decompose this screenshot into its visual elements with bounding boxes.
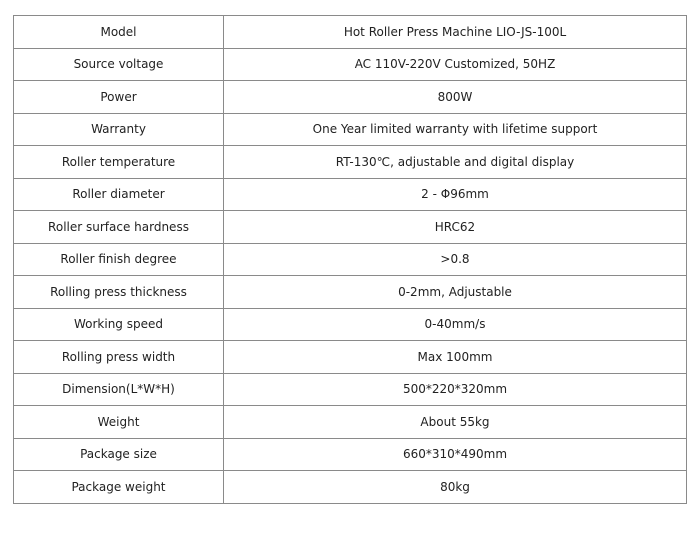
spec-value: 800W xyxy=(224,81,687,114)
spec-value: 80kg xyxy=(224,471,687,504)
spec-value: 660*310*490mm xyxy=(224,438,687,471)
spec-label: Roller surface hardness xyxy=(14,211,224,244)
spec-value: Hot Roller Press Machine LIO-JS-100L xyxy=(224,16,687,49)
spec-label: Warranty xyxy=(14,113,224,146)
table-row xyxy=(14,276,687,309)
spec-label: Rolling press thickness xyxy=(14,276,224,309)
spec-label: Roller finish degree xyxy=(14,243,224,276)
spec-label: Source voltage xyxy=(14,48,224,81)
spec-label: Weight xyxy=(14,406,224,439)
table-row xyxy=(14,16,687,49)
spec-label: Package weight xyxy=(14,471,224,504)
spec-label: Roller diameter xyxy=(14,178,224,211)
table-row xyxy=(14,341,687,374)
table-row xyxy=(14,471,687,504)
spec-value: One Year limited warranty with lifetime support xyxy=(224,113,687,146)
spec-value: 0-2mm, Adjustable xyxy=(224,276,687,309)
table-row xyxy=(14,146,687,179)
table-row xyxy=(14,308,687,341)
spec-value: AC 110V-220V Customized, 50HZ xyxy=(224,48,687,81)
table-row xyxy=(14,113,687,146)
table-row xyxy=(14,373,687,406)
spec-value: 0-40mm/s xyxy=(224,308,687,341)
spec-table-body xyxy=(14,16,687,504)
spec-table xyxy=(13,15,687,504)
table-row xyxy=(14,438,687,471)
spec-value: Max 100mm xyxy=(224,341,687,374)
spec-label: Dimension(L*W*H) xyxy=(14,373,224,406)
spec-value: >0.8 xyxy=(224,243,687,276)
table-row xyxy=(14,406,687,439)
spec-value: HRC62 xyxy=(224,211,687,244)
spec-value: About 55kg xyxy=(224,406,687,439)
spec-value: RT-130℃, adjustable and digital display xyxy=(224,146,687,179)
spec-value: 2 - Φ96mm xyxy=(224,178,687,211)
spec-label: Model xyxy=(14,16,224,49)
table-row xyxy=(14,178,687,211)
table-row xyxy=(14,48,687,81)
spec-label: Roller temperature xyxy=(14,146,224,179)
spec-label: Rolling press width xyxy=(14,341,224,374)
table-row xyxy=(14,211,687,244)
spec-label: Working speed xyxy=(14,308,224,341)
table-row xyxy=(14,243,687,276)
spec-label: Power xyxy=(14,81,224,114)
spec-value: 500*220*320mm xyxy=(224,373,687,406)
table-row xyxy=(14,81,687,114)
spec-label: Package size xyxy=(14,438,224,471)
